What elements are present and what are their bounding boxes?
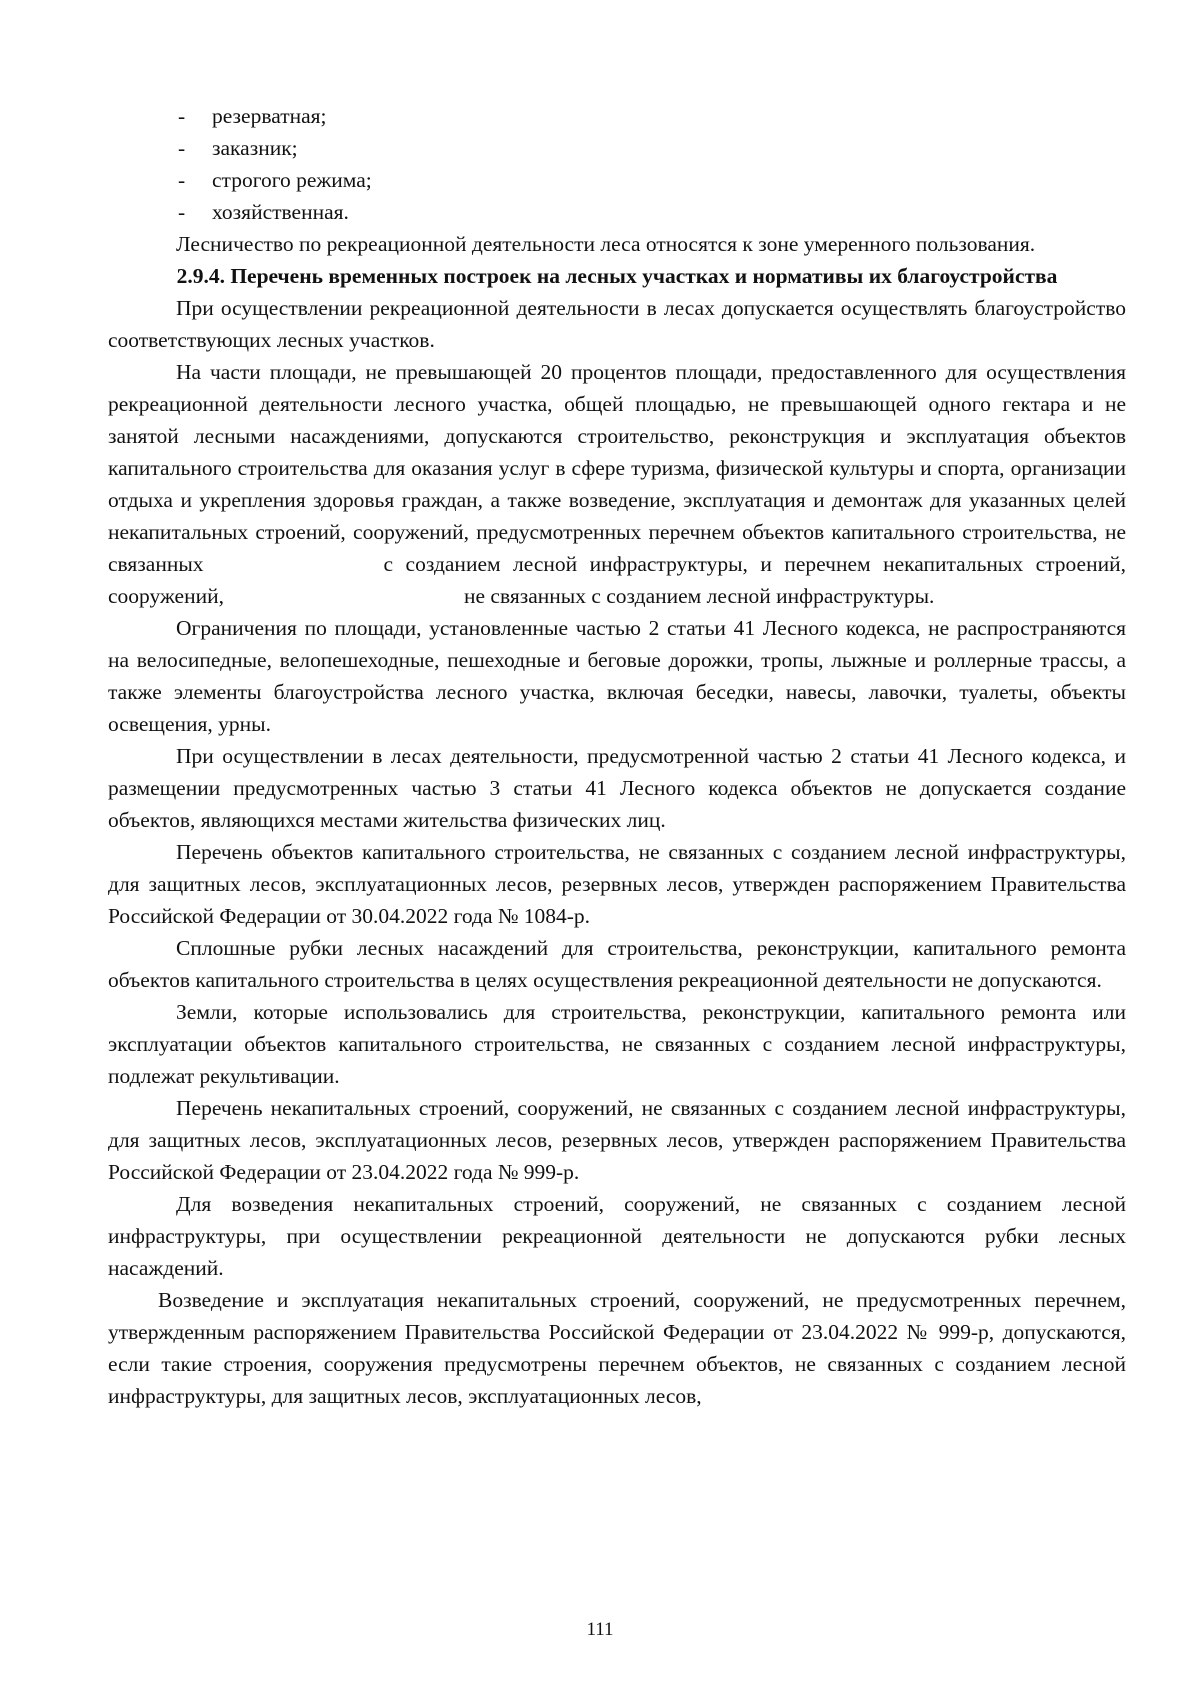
list-bullet: - xyxy=(178,200,186,224)
paragraph: Сплошные рубки лесных насаждений для строительства, реконструкции, капитального ремонта объектов капитального строительства в целях осуществления рекреационной деятельности не допускаются. xyxy=(108,936,1126,992)
paragraph: Возведение и эксплуатация некапитальных строений, сооружений, не предусмотренных перечнем, утвержденным распоряжением Правительства Российской Федерации от 23.04.2022 № 999-р, допускаются, если такие строения, сооружения предусмотрены перечнем объектов, не связанных с созданием лесной инфраструктуры, для защитных лесов, эксплуатационных лесов, xyxy=(108,1288,1126,1408)
paragraph: Перечень объектов капитального строительства, не связанных с созданием лесной инфраструктуры, для защитных лесов, эксплуатационных лесов, резервных лесов, утвержден распоряжением Правительства Российской Федерации от 30.04.2022 года № 1084-р. xyxy=(108,840,1126,928)
list-item xyxy=(108,132,1126,164)
section-heading: 2.9.4. Перечень временных построек на лесных участках и нормативы их благоустройства xyxy=(176,264,1058,288)
paragraph: Перечень некапитальных строений, сооружений, не связанных с созданием лесной инфраструктуры, для защитных лесов, эксплуатационных лесов, резервных лесов, утвержден распоряжением Правительства Российской Федерации от 23.04.2022 года № 999-р. xyxy=(108,1096,1126,1184)
paragraph-part: На части площади, не превышающей 20 процентов площади, предоставленного для осуществления рекреационной деятельности лесного участка, общей площадью, не превышающей одного гектара и не занятой лесными насаждениями, допускаются строительство, реконструкция и эксплуатация объектов капитального строительства для оказания услуг в сфере туризма, физической культуры и спорта, организации отдыха и укрепления здоровья граждан, а также возведение, эксплуатация и демонтаж для указанных целей некапитальных строений, сооружений, предусмотренных перечнем объектов капитального строительства, не связанных xyxy=(108,360,1126,576)
paragraph: Для возведения некапитальных строений, сооружений, не связанных с созданием лесной инфраструктуры, при осуществлении рекреационной деятельности не допускаются рубки лесных насаждений. xyxy=(108,1192,1126,1280)
list-bullet: - xyxy=(178,168,186,192)
paragraph: Ограничения по площади, установленные частью 2 статьи 41 Лесного кодекса, не распространяются на велосипедные, велопешеходные, пешеходные и беговые дорожки, тропы, лыжные и роллерные трассы, а также элементы благоустройства лесного участка, включая беседки, навесы, лавочки, туалеты, объекты освещения, урны. xyxy=(108,616,1126,736)
page-number: 111 xyxy=(586,1619,614,1640)
list-item-text: строгого режима; xyxy=(212,168,372,192)
list-item xyxy=(108,196,1126,228)
paragraph: При осуществлении в лесах деятельности, предусмотренной частью 2 статьи 41 Лесного кодекса, и размещении предусмотренных частью 3 статьи 41 Лесного кодекса объектов не допускается создание объектов, являющихся местами жительства физических лиц. xyxy=(108,744,1126,832)
paragraph-capital-construction xyxy=(108,356,1126,612)
list-item-text: резерватная; xyxy=(212,104,327,128)
list-bullet: - xyxy=(178,136,186,160)
paragraph: Земли, которые использовались для строительства, реконструкции, капитального ремонта или эксплуатации объектов капитального строительства, не связанных с созданием лесной инфраструктуры, подлежат рекультивации. xyxy=(108,1000,1126,1088)
list-item-text: хозяйственная. xyxy=(212,200,349,224)
list-bullet: - xyxy=(178,104,186,128)
document-page xyxy=(108,100,1126,1412)
paragraph-part: с созданием лесной инфраструктуры, и перечнем некапитальных строений, сооружений, xyxy=(108,552,1126,608)
intro-paragraph: Лесничество по рекреационной деятельности леса относятся к зоне умеренного пользования. xyxy=(176,232,1036,256)
paragraph-part: не связанных с созданием лесной инфраструктуры. xyxy=(463,584,935,608)
paragraph: При осуществлении рекреационной деятельности в лесах допускается осуществлять благоустройство соответствующих лесных участков. xyxy=(108,296,1126,352)
list-item-text: заказник; xyxy=(212,136,298,160)
list-item xyxy=(108,164,1126,196)
list-item xyxy=(108,100,1126,132)
